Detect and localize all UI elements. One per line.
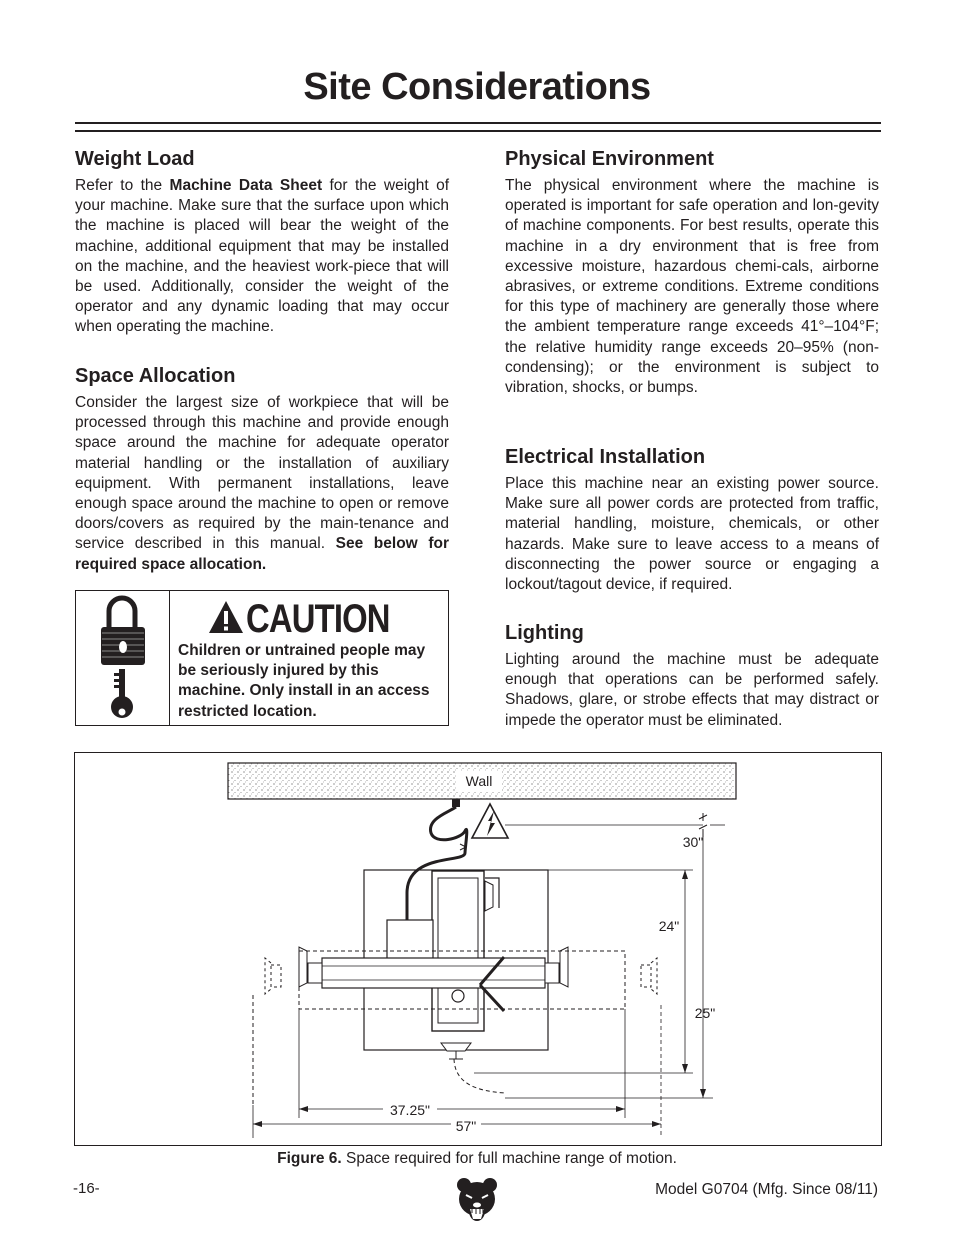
physical-environment-heading: Physical Environment bbox=[505, 148, 714, 170]
lighting-heading: Lighting bbox=[505, 622, 584, 644]
figure-caption bbox=[0, 1150, 954, 1168]
dim-25-label: 25" bbox=[694, 1005, 716, 1021]
figure-box bbox=[74, 752, 882, 1146]
electrical-installation-text: Place this machine near an existing power source. Make sure all power cords are protected from traffic, material handling, moisture, chemicals, or other hazards. Make sure to leave access to a means of disconnecting the power source or engaging a lockout/tagout device, if required. bbox=[505, 475, 879, 594]
space-allocation-bold: See below for required space allocation. bbox=[75, 535, 449, 573]
weight-load-text-2: for the weight of your machine. Make sure that the surface upon which the machine is placed will bear the weight of the machine, additional equipment that may be installed on the machine, and the heaviest work-piece that will be used. Additionally, consider the weight of the operator and any dynamic loading that may occur when operating the machine. bbox=[75, 177, 450, 336]
padlock-icon bbox=[101, 598, 145, 665]
weight-load-bold: Machine Data Sheet bbox=[169, 177, 323, 194]
caution-icon-panel bbox=[76, 591, 170, 725]
machine-table bbox=[322, 958, 545, 988]
page-title: Site Considerations bbox=[303, 66, 651, 108]
warning-triangle-icon bbox=[207, 599, 245, 635]
electrical-installation-heading: Electrical Installation bbox=[505, 446, 706, 468]
weight-load-text bbox=[75, 176, 449, 338]
physical-environment-text: The physical environment where the machine is operated is important for safe operation and lon-gevity of machine components. For best results, operate this machine in a dry environment that is free from excessive moisture, hazardous chemi-cals, airborne abrasives, or extreme conditions. Extreme conditions for this type of machinery are generally those where the ambient temperature range exceeds 41°–104°F; the relative humidity range exceeds 20–95% (non-condensing); or the environment is subject to vibration, shocks, or bumps. bbox=[505, 177, 879, 397]
caution-box bbox=[75, 590, 449, 726]
weight-load-heading: Weight Load bbox=[75, 148, 195, 170]
space-allocation-heading: Space Allocation bbox=[75, 365, 236, 387]
lighting-text: Lighting around the machine must be adequate enough that operations can be performed safely. Shadows, glare, or strobe effects that may distract or impede the operator must be eliminated. bbox=[505, 651, 879, 729]
dim-57-label: 57" bbox=[455, 1118, 477, 1134]
electrical-hazard-icon bbox=[472, 804, 508, 838]
model-info: Model G0704 (Mfg. Since 08/11) bbox=[655, 1181, 878, 1198]
padlock-and-key-icon bbox=[76, 591, 169, 725]
bear-logo-icon bbox=[456, 1175, 498, 1225]
weight-load-text-1: Refer to the bbox=[75, 177, 170, 194]
electrical-installation-section bbox=[505, 446, 879, 595]
power-outlet bbox=[452, 799, 460, 807]
title-rule-bottom bbox=[75, 130, 881, 132]
dim-24-label: 24" bbox=[658, 918, 680, 934]
space-allocation-text-main: Consider the largest size of workpiece that will be processed through this machine and provide enough space around the machine for adequate operator material handling or the installation of auxiliary equipment. With permanent installations, leave enough space around the machine to open or remove doors/covers as required by the main-tenance and service described in this manual. bbox=[75, 394, 449, 553]
figure-caption-text: Space required for full machine range of motion. bbox=[341, 1150, 677, 1167]
space-allocation-text bbox=[75, 393, 449, 575]
figure-caption-label: Figure 6. bbox=[277, 1150, 342, 1167]
wall-label: Wall bbox=[465, 773, 493, 789]
title-rule-top bbox=[75, 122, 881, 124]
dim-3725-label: 37.25" bbox=[389, 1102, 431, 1118]
physical-environment-section bbox=[505, 148, 879, 398]
caution-text: Children or untrained people may be seriously injured by this machine. Only install in an access restricted location. bbox=[178, 642, 430, 720]
page-number: -16- bbox=[73, 1180, 100, 1197]
space-allocation-section bbox=[75, 365, 449, 575]
lighting-section bbox=[505, 622, 879, 731]
weight-load-section bbox=[75, 148, 449, 338]
dim-30-label: 30" bbox=[682, 834, 704, 850]
caution-word: CAUTION bbox=[246, 597, 390, 641]
space-allocation-diagram bbox=[75, 753, 881, 1145]
key-icon bbox=[111, 669, 133, 718]
